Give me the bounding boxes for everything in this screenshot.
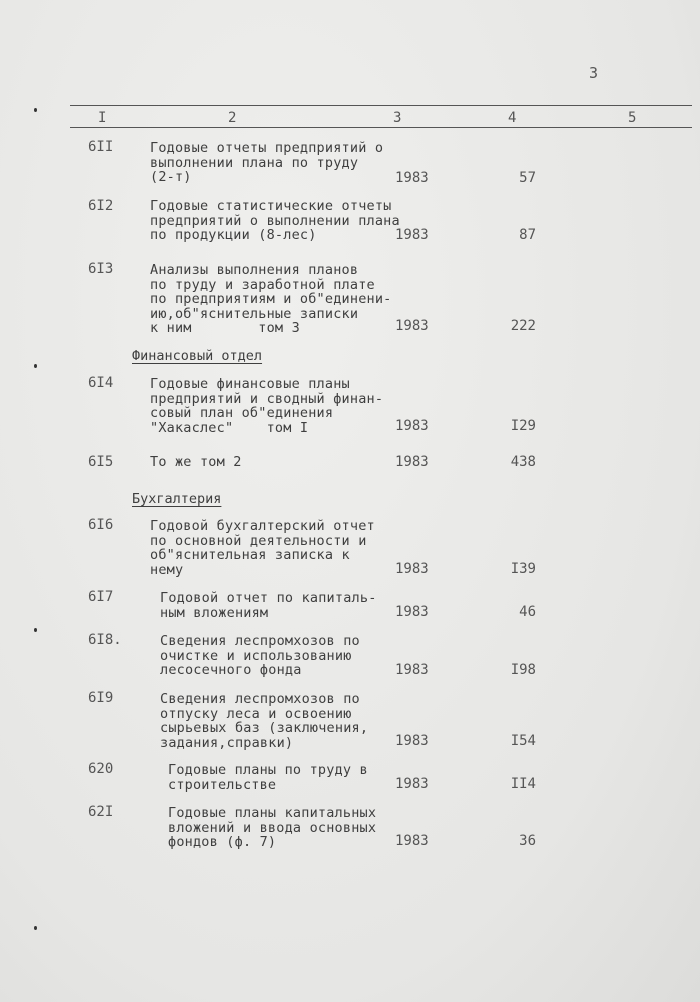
entry-count: 36	[519, 833, 536, 849]
column-header-1: I	[98, 110, 107, 126]
entry-number: 6II	[88, 139, 114, 155]
header-rule-bottom	[70, 127, 692, 128]
entry-year: 1983	[395, 418, 429, 434]
column-header-5: 5	[628, 110, 637, 126]
column-header-3: 3	[393, 110, 402, 126]
scan-mark	[34, 926, 37, 930]
page-number: 3	[589, 64, 599, 82]
entry-title: Сведения леспромхозов по отпуску леса и освоению сырьевых баз (заключения, задания,справки)	[160, 691, 369, 751]
entry-year: 1983	[395, 662, 429, 678]
entry-year: 1983	[395, 454, 429, 470]
section-heading-finance: Финансовый отдел	[132, 348, 263, 364]
entry-number: 6I5	[88, 454, 114, 470]
entry-number: 6I7	[88, 589, 114, 605]
entry-number: 620	[88, 761, 114, 777]
entry-number: 6I2	[88, 198, 114, 214]
entry-title: Годовые статистические отчеты предприятий о выполнении плана по продукции (8-лес)	[150, 198, 400, 243]
entry-year: 1983	[395, 318, 429, 334]
entry-count: 57	[519, 170, 536, 186]
entry-number: 62I	[88, 804, 114, 820]
entry-count: 222	[510, 318, 536, 334]
entry-year: 1983	[395, 170, 429, 186]
entry-title: Годовой бухгалтерский отчет по основной деятельности и об"яснительная записка к нему	[150, 518, 375, 578]
entry-year: 1983	[395, 561, 429, 577]
column-header-2: 2	[228, 110, 237, 126]
entry-count: I98	[510, 662, 536, 678]
entry-year: 1983	[395, 733, 429, 749]
entry-year: 1983	[395, 833, 429, 849]
header-rule-top	[70, 105, 692, 106]
entry-count: I29	[510, 418, 536, 434]
column-header-4: 4	[508, 110, 517, 126]
entry-number: 6I6	[88, 517, 114, 533]
entry-number: 6I3	[88, 261, 114, 277]
entry-title: Анализы выполнения планов по труду и заработной плате по предприятиям и об"единени- ию,об"яснительные записки к ним том 3	[150, 262, 392, 336]
entry-title: Сведения леспромхозов по очистке и использованию лесосечного фонда	[160, 633, 360, 678]
entry-year: 1983	[395, 776, 429, 792]
entry-number: 6I4	[88, 375, 114, 391]
scan-mark	[34, 108, 37, 112]
entry-title: Годовой отчет по капиталь- ным вложениям	[160, 590, 377, 621]
entry-count: 87	[519, 227, 536, 243]
scan-mark	[34, 364, 37, 368]
entry-year: 1983	[395, 604, 429, 620]
section-heading-accounting: Бухгалтерия	[132, 491, 222, 507]
entry-count: 46	[519, 604, 536, 620]
entry-title: То же том 2	[150, 454, 242, 470]
entry-count: II4	[510, 776, 536, 792]
entry-title: Годовые планы капитальных вложений и ввода основных фондов (ф. 7)	[168, 805, 377, 850]
entry-title: Годовые отчеты предприятий о выполнении плана по труду (2-т)	[150, 140, 384, 185]
entry-number: 6I9	[88, 690, 114, 706]
entry-title: Годовые финансовые планы предприятий и сводный финан- совый план об"единения "Хакаслес" том I	[150, 376, 384, 436]
scan-mark	[34, 628, 37, 632]
entry-number: 6I8.	[88, 632, 122, 648]
entry-count: I54	[510, 733, 536, 749]
entry-title: Годовые планы по труду в строительстве	[168, 762, 368, 793]
entry-count: I39	[510, 561, 536, 577]
entry-count: 438	[510, 454, 536, 470]
entry-year: 1983	[395, 227, 429, 243]
